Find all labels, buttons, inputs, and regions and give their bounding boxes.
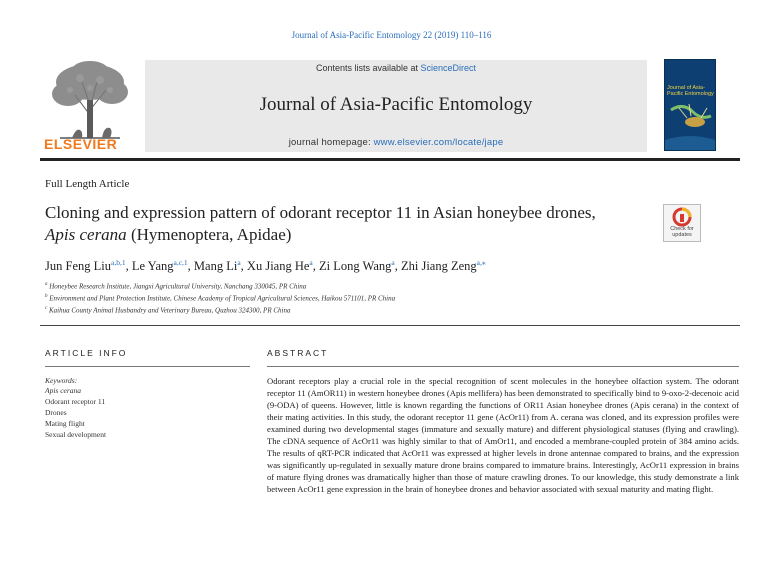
check-updates-icon xyxy=(664,205,700,227)
keyword-item[interactable]: Odorant receptor 11 xyxy=(45,397,106,406)
author-affiliation-marker[interactable]: a xyxy=(391,258,395,267)
author-name[interactable]: Zi Long Wang xyxy=(319,259,392,274)
contents-prefix: Contents lists available at xyxy=(315,63,421,73)
journal-name: Journal of Asia-Pacific Entomology xyxy=(259,94,533,115)
author-name[interactable]: Xu Jiang He xyxy=(246,259,310,274)
affiliation-divider xyxy=(40,325,740,326)
journal-reference-link[interactable]: Journal of Asia-Pacific Entomology 22 (2019) 110–116 xyxy=(291,30,492,40)
title-suffix: (Hymenoptera, Apidae) xyxy=(126,225,292,244)
affiliation-text: Environment and Plant Protection Institute, Chinese Academy of Tropical Agricultural Sciences, Haikou 571101, PR China xyxy=(49,294,396,303)
article-title xyxy=(45,202,630,246)
affiliation-marker: c xyxy=(45,306,48,311)
author-name[interactable]: Zhi Jiang Zeng xyxy=(400,259,477,274)
author-name[interactable]: Mang Li xyxy=(193,259,238,274)
title-main: Cloning and expression pattern of odorant receptor 11 in Asian honeybee drones, xyxy=(45,203,596,222)
abstract-rule xyxy=(267,366,739,367)
abstract-heading: ABSTRACT xyxy=(267,348,329,358)
sciencedirect-link[interactable]: ScienceDirect xyxy=(420,63,477,73)
journal-homepage xyxy=(145,137,647,148)
contents-line xyxy=(145,63,647,73)
keywords-label: Keywords: xyxy=(45,376,78,385)
homepage-url-link[interactable]: www.elsevier.com/locate/jape xyxy=(373,137,504,148)
article-info-heading: ARTICLE INFO xyxy=(45,348,128,358)
cover-title: Journal of Asia-Pacific Entomology xyxy=(667,85,714,97)
keyword-item[interactable]: Drones xyxy=(45,408,67,417)
affiliation-text: Honeybee Research Institute, Jiangxi Agricultural University, Nanchang 330045, PR China xyxy=(49,282,307,291)
affiliation-marker: a xyxy=(45,282,48,287)
keyword-item[interactable]: Apis cerana xyxy=(45,386,82,395)
author-name[interactable]: Jun Feng Liu xyxy=(45,259,111,274)
affiliation xyxy=(45,294,395,302)
affiliation-marker: b xyxy=(45,294,48,299)
keyword-item[interactable]: Mating flight xyxy=(45,419,85,428)
title-species: Apis cerana xyxy=(45,225,127,244)
article-info-rule xyxy=(45,366,250,367)
author-affiliation-marker[interactable]: a,b,1 xyxy=(110,258,126,267)
elsevier-wordmark: ELSEVIER xyxy=(44,136,118,152)
abstract-text: Odorant receptors play a crucial role in the special recognition of scent molecules in the honeybee olfaction system. The odorant receptor 11 (AmOR11) in western honeybee drones (Apis mellifera) has been demonstrated to specifically bind to 9-oxo-2-decenoic acid (9-ODA) of queens. However, little is known regarding the functions of OR11 Asian honeybee drones (Apis cerana) in the context of their mating activities. In this study, the odorant receptor 11 gene (AcOr11) from A. cerana was cloned, and its expression profiles were examined during two developmental stages (immature and sexually mature) and different physiological statuses (flying and crawling). The cDNA sequence of AcOr11 was highly similar to that of AmOr11, and encoded a membrane-coupled protein of 384 amino acids. The results of qRT-PCR indicated that AcOr11 was expressed at higher levels in drone antennae compared to brains, and the expression was significantly up-regulated in sexually mature drone brains compared to immature brains. Interestingly, AcOr11 expression in brains of mature flying drones was dramatically higher than those of mature crawling drones. To our knowledge, this study demonstrate a link between AcOr11 gene expression in the brain of honeybee drones and behavior associated with sexual maturity and mating flight. xyxy=(267,376,739,494)
author-affiliation-marker[interactable]: a,c,1 xyxy=(173,258,188,267)
affiliation-text: Kaihua County Animal Husbandry and Veterinary Bureau, Quzhou 324300, PR China xyxy=(48,306,291,315)
author-affiliation-marker[interactable]: a xyxy=(309,258,313,267)
affiliation xyxy=(45,282,306,290)
check-for-updates-label: Check for updates xyxy=(670,226,694,238)
homepage-prefix: journal homepage: xyxy=(288,137,374,148)
keyword-item[interactable]: Sexual development xyxy=(45,430,107,439)
header-divider xyxy=(40,158,740,161)
affiliation xyxy=(45,306,290,314)
author-name[interactable]: Le Yang xyxy=(131,259,174,274)
author-affiliation-marker[interactable]: a xyxy=(237,258,241,267)
author-affiliation-marker[interactable]: a,⁎ xyxy=(476,258,486,267)
article-type: Full Length Article xyxy=(45,178,130,190)
author-list: Jun Feng Liu$^{a,b,1}$, Le Yang$^{a,c,1}$, Mang Li$^a$, Xu Jiang He$^a$, Zi Long Wang$^a$, Zhi Jiang Zeng$^{a,⁎}$ xyxy=(45,258,486,274)
journal-cover-image[interactable] xyxy=(664,59,716,151)
